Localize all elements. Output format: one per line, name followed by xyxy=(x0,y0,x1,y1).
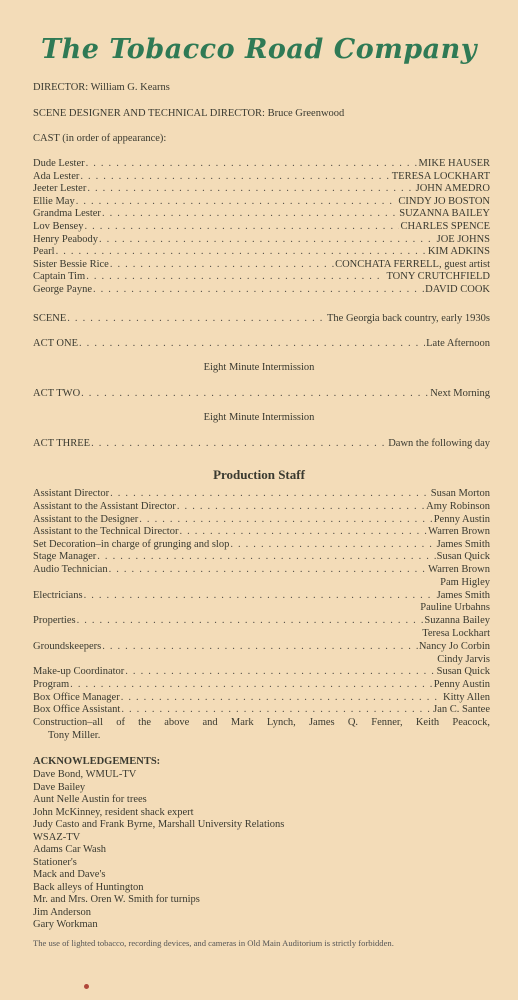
acknowledgement-item: Mr. and Mrs. Oren W. Smith for turnips xyxy=(33,894,200,905)
director-line: DIRECTOR: William G. Kearns xyxy=(33,82,170,93)
act-two-row: ACT TWO . . . Next Morning xyxy=(33,387,490,400)
cast-row: Henry Peabody . . . JOE JOHNS xyxy=(33,233,490,246)
staff-row: Groundskeepers . . . Nancy Jo Corbin xyxy=(33,640,490,653)
staff-row: Stage Manager . . . Susan Quick xyxy=(33,550,490,563)
cast-row: George Payne . . . DAVID COOK xyxy=(33,283,490,296)
staff-row: Set Decoration–in charge of grunging and slop . . . James Smith xyxy=(33,538,490,551)
staff-row: Assistant to the Designer . . . Penny Austin xyxy=(33,513,490,526)
act-three-row: ACT THREE . . . Dawn the following day xyxy=(33,437,490,450)
scene-row: SCENE . . . The Georgia back country, early 1930s xyxy=(33,312,490,325)
cast-row: Lov Bensey . . . CHARLES SPENCE xyxy=(33,220,490,233)
construction-line-continued: Tony Miller. xyxy=(48,730,101,741)
cast-row: Grandma Lester . . . SUZANNA BAILEY xyxy=(33,207,490,220)
cast-row: Sister Bessie Rice . . . CONCHATA FERRELL, guest artist xyxy=(33,258,490,271)
acknowledgement-item: Mack and Dave's xyxy=(33,869,106,880)
staff-extra-name: Teresa Lockhart xyxy=(422,628,490,639)
cast-row: Dude Lester . . . MIKE HAUSER xyxy=(33,157,490,170)
intermission-1: Eight Minute Intermission xyxy=(203,362,315,373)
staff-row: Make-up Coordinator . . . Susan Quick xyxy=(33,665,490,678)
staff-extra-name: Pauline Urbahns xyxy=(420,602,490,613)
staff-row: Assistant to the Technical Director . . . Warren Brown xyxy=(33,525,490,538)
production-staff-heading: Production Staff xyxy=(213,467,305,482)
act-one-row: ACT ONE . . . Late Afternoon xyxy=(33,337,490,350)
staff-row: Box Office Manager . . . Kitty Allen xyxy=(33,691,490,704)
acknowledgement-item: Gary Workman xyxy=(33,919,98,930)
cast-row: Pearl . . . KIM ADKINS xyxy=(33,245,490,258)
staff-row: Assistant Director . . . Susan Morton xyxy=(33,487,490,500)
staff-extra-name: Cindy Jarvis xyxy=(437,654,490,665)
cast-row: Jeeter Lester . . . JOHN AMEDRO xyxy=(33,182,490,195)
staff-row: Electricians . . . James Smith xyxy=(33,589,490,602)
staff-row: Program . . . Penny Austin xyxy=(33,678,490,691)
acknowledgement-item: Judy Casto and Frank Byrne, Marshall University Relations xyxy=(33,819,285,830)
cast-row: Ellie May . . . CINDY JO BOSTON xyxy=(33,195,490,208)
ink-spot xyxy=(84,984,89,989)
cast-heading: CAST (in order of appearance): xyxy=(33,133,167,144)
acknowledgement-item: Jim Anderson xyxy=(33,906,92,918)
construction-line: Construction–all of the above and Mark Lynch, James Q. Fenner, Keith Peacock, xyxy=(33,717,490,728)
acknowledgement-item: Dave Bond, WMUL-TV xyxy=(33,769,137,780)
staff-row: Box Office Assistant . . . Jan C. Santee xyxy=(33,703,490,716)
acknowledgement-item: WSAZ-TV xyxy=(33,831,81,843)
acknowledgement-item: Dave Bailey xyxy=(33,781,86,793)
acknowledgement-item: Back alleys of Huntington xyxy=(33,881,144,893)
cast-row: Ada Lester . . . TERESA LOCKHART xyxy=(33,170,490,183)
footer-notice: The use of lighted tobacco, recording devices, and cameras in Old Main Auditorium is strictly forbidden. xyxy=(33,938,394,948)
acknowledgements-heading: ACKNOWLEDGEMENTS: xyxy=(33,756,161,767)
staff-extra-name: Pam Higley xyxy=(440,577,490,588)
acknowledgements-list xyxy=(33,769,284,932)
company-title: The Tobacco Road Company xyxy=(41,34,477,65)
acknowledgement-item: Aunt Nelle Austin for trees xyxy=(33,794,147,805)
acknowledgement-item: John McKinney, resident shack expert xyxy=(33,806,194,818)
staff-row: Audio Technician . . . Warren Brown xyxy=(33,563,490,576)
staff-row: Properties . . . Suzanna Bailey xyxy=(33,614,490,627)
intermission-2: Eight Minute Intermission xyxy=(203,412,315,423)
cast-row: Captain Tim . . . TONY CRUTCHFIELD xyxy=(33,270,490,283)
staff-row: Assistant to the Assistant Director . . . Amy Robinson xyxy=(33,500,490,513)
acknowledgement-item: Adams Car Wash xyxy=(33,844,107,855)
scene-designer-line: SCENE DESIGNER AND TECHNICAL DIRECTOR: Bruce Greenwood xyxy=(33,108,345,119)
acknowledgement-item: Stationer's xyxy=(33,856,77,868)
